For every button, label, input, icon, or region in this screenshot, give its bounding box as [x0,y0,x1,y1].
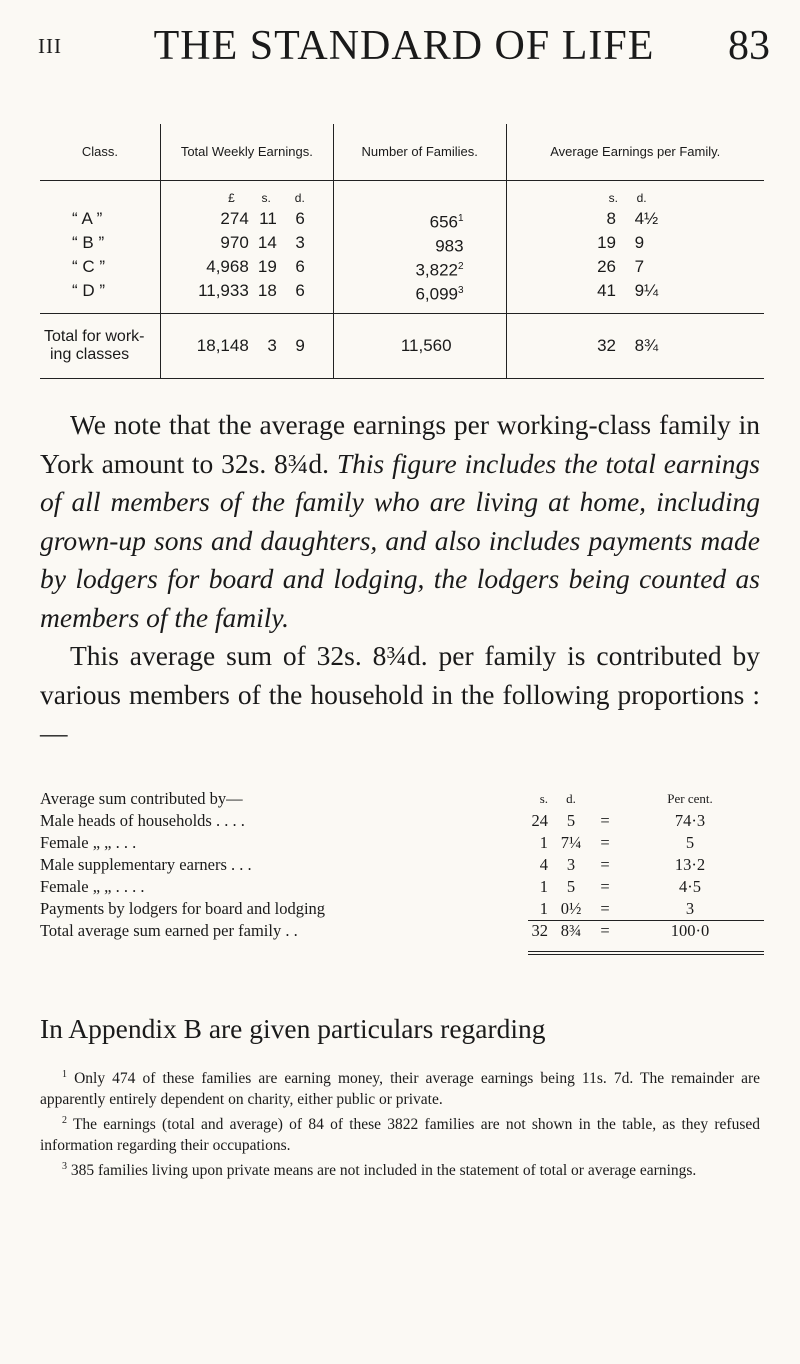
para1-plain: We note that the average earnings per working-class family in York amount to 32s. 8¾d. [40,409,760,479]
header-total-weekly: Total Weekly Earnings. [160,124,333,181]
unit-pence: d. [294,191,305,205]
unit-avg-pence: d. [636,191,647,205]
total-l-all: 18,148 [196,336,249,355]
header-class: Class. [40,124,160,181]
class-a: “ A ” [72,209,103,228]
footnote: $^2$ The earnings (total and average) of 84 of these 3822 families are not shown in the table, as they refused information regarding their occupations. [40,1115,760,1155]
total-d-all: 9 [295,336,305,355]
prop-s: 1 [539,899,548,918]
header-families: Number of Families. [333,124,506,181]
avg-d-d: 9¼ [634,281,659,300]
prop-label: Female „ „ . . . [40,833,137,852]
families-a: $656^1$ [429,212,464,232]
families-all: 11,560 [400,336,452,355]
footnotes [40,1064,760,1181]
footnote: $^1$ Only 474 of these families are earning money, their average earnings being 11s. 7d. The remainder are apparently entirely dependent on charity, either public or private. [40,1069,760,1109]
prop-label: Male supplementary earners . . . [40,855,252,874]
prop-total-row [40,920,764,942]
prop-row [40,810,764,832]
running-header [38,14,770,74]
total-s-a: 11 [259,209,277,228]
prop-eq: = [600,855,610,874]
prop-pc: 13·2 [674,855,706,874]
families-d: 6,099$^3$ [415,284,464,304]
class-c: “ C ” [72,257,106,276]
prop-intro: Average sum contributed by— [40,789,243,808]
header-average: Average Earnings per Family. [506,124,764,181]
prop-label: Payments by lodgers for board and lodging [40,899,326,918]
total-s-c: 19 [257,257,277,276]
total-s-d: 18 [257,281,277,300]
total-label-line2: ing classes [50,346,130,363]
prop-d: 7¼ [560,833,582,852]
prop-d: 5 [566,877,576,896]
prop-s: 1 [539,877,548,896]
prop-col-s: s. [539,791,548,806]
table-header-row [40,124,764,181]
prop-eq: = [600,811,610,830]
total-s-b: 14 [257,233,277,252]
class-b: “ B ” [72,233,105,252]
prop-d: 3 [566,855,576,874]
footnote: $^3$ 385 families living upon private means are not included in the statement of total or average earnings. [62,1161,697,1180]
prop-label: Male heads of households . . . . [40,811,245,830]
sum-rule-bottom-2 [528,954,764,955]
avg-d-b: 9 [634,233,645,252]
avg-s-d: 41 [597,281,616,300]
prop-pc: 3 [685,899,695,918]
prop-total-eq: = [600,921,610,940]
total-d-c: 6 [295,257,305,276]
avg-s-a: 8 [606,209,616,228]
prop-s: 4 [539,855,548,874]
avg-s-c: 26 [597,257,616,276]
prop-d: 5 [566,811,576,830]
appendix-line: In Appendix B are given particulars regarding [40,1013,546,1044]
prop-total-label: Total average sum earned per family . . [40,921,298,940]
avg-d-c: 7 [634,257,645,276]
earnings-table [40,124,764,379]
proportions-table [40,788,764,942]
sum-rule-top [528,920,764,921]
families-b: 983 [435,236,464,256]
avg-d-all: 8¾ [634,336,659,355]
total-l-d: 11,933 [198,281,249,300]
total-d-a: 6 [295,209,305,228]
page-number: 83 [728,23,770,69]
prop-row [40,898,764,920]
table-total-row [40,314,764,379]
chapter-number: III [38,34,62,58]
body-paragraph [40,406,760,753]
prop-total-d: 8¾ [560,921,582,940]
prop-col-pc: Per cent. [667,791,713,806]
total-d-d: 6 [295,281,305,300]
total-s-all: 3 [267,336,277,355]
total-l-b: 970 [220,233,249,252]
para2: This average sum of 32s. 8¾d. per family is contributed by various members of the household in the following proportions :— [40,640,760,748]
prop-row [40,832,764,854]
avg-s-b: 19 [597,233,616,252]
total-l-a: 274 [220,209,249,228]
prop-d: 0½ [560,899,582,918]
prop-s: 24 [531,811,548,830]
unit-pounds: £ [228,191,235,205]
families-c: 3,822$^2$ [415,260,464,280]
prop-header-row [40,788,764,810]
prop-label: Female „ „ . . . . [40,877,145,896]
total-label-line1: Total for work- [44,328,145,345]
prop-eq: = [600,877,610,896]
prop-pc: 74·3 [674,811,706,830]
total-l-c: 4,968 [206,257,249,276]
avg-s-all: 32 [597,336,616,355]
prop-pc: 5 [685,833,695,852]
prop-col-d: d. [566,791,576,806]
sum-rule-bottom-1 [528,951,764,952]
prop-s: 1 [539,833,548,852]
prop-total-s: 32 [531,921,548,940]
prop-row [40,854,764,876]
class-d: “ D ” [72,281,106,300]
page-title: THE STANDARD OF LIFE [153,23,655,69]
unit-shillings: s. [261,191,271,205]
para1-italic: This figure includes the total earnings of all members of the family who are living at home, including grown-up sons and daughters, and also includes payments made by lodgers for board and lodging, the lodgers being counted as members of the family. [40,447,760,633]
prop-row [40,876,764,898]
table-body-row [40,181,764,314]
avg-d-a: 4½ [634,209,659,228]
prop-eq: = [600,833,610,852]
unit-avg-shillings: s. [608,191,618,205]
prop-eq: = [600,899,610,918]
prop-total-pc: 100·0 [670,921,710,940]
total-d-b: 3 [295,233,305,252]
prop-pc: 4·5 [679,877,701,896]
